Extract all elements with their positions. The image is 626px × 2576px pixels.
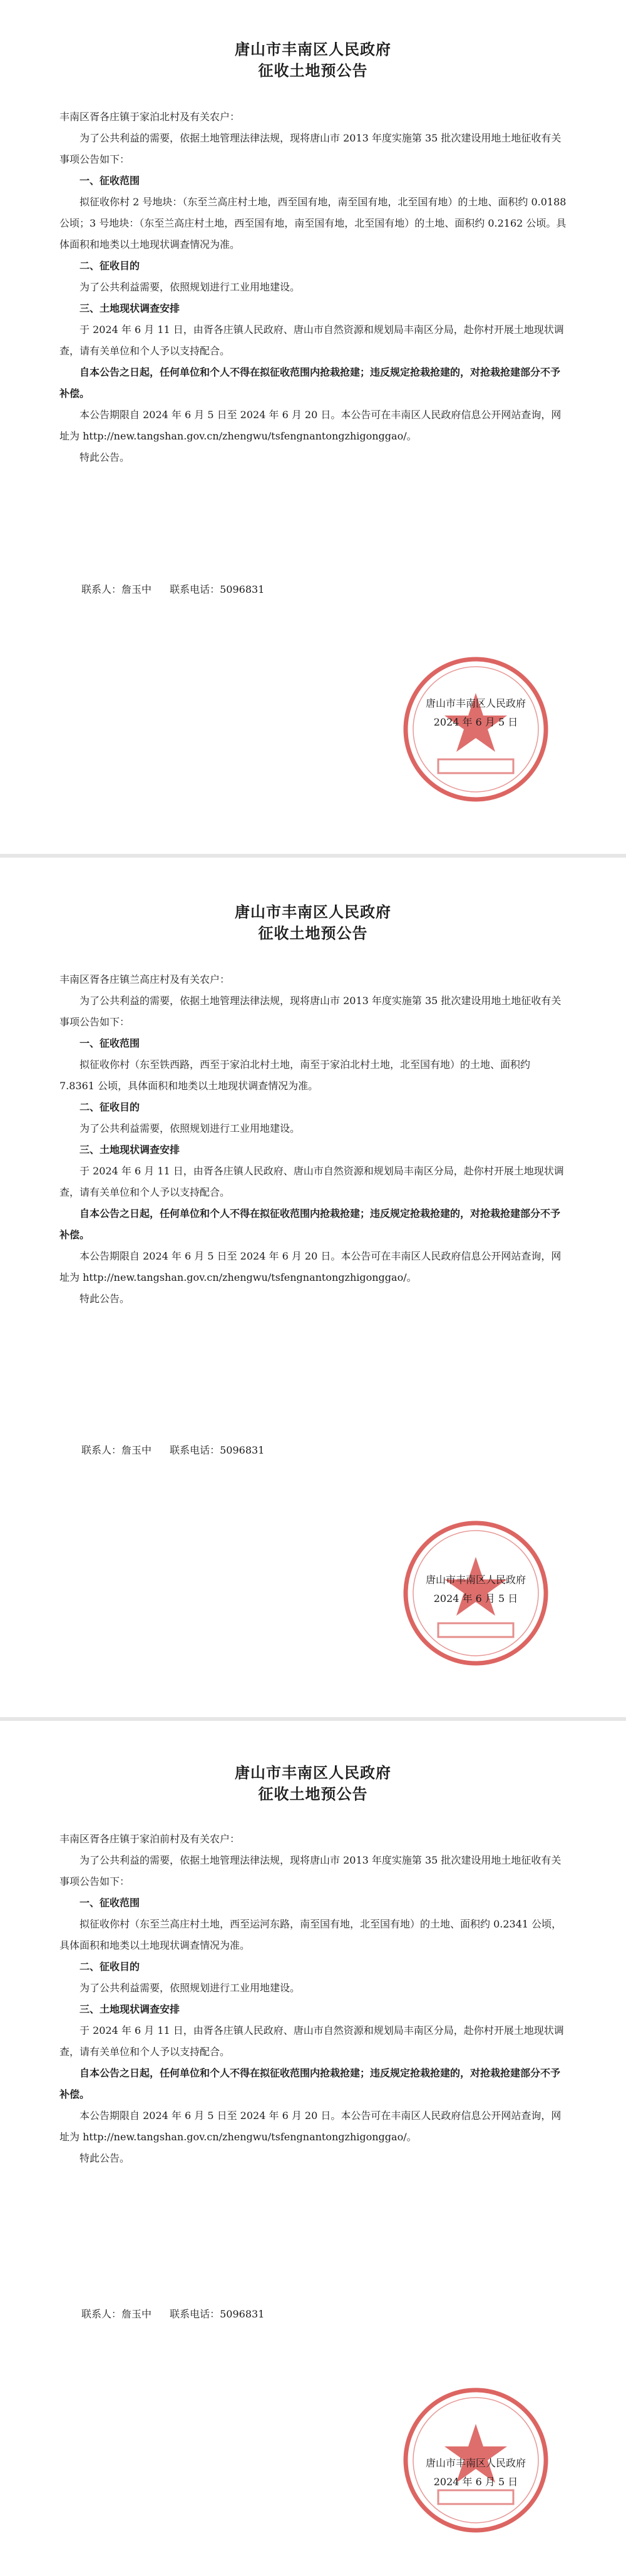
section-heading-purpose: 二、征收目的 xyxy=(80,1101,140,1113)
contact-line xyxy=(81,579,279,600)
scope-paragraph: 拟征收你村 2 号地块：（东至兰高庄村土地，西至国有地，南至国有地，北至国有地）的土地、面积约 0.0188 公顷；3 号地块：（东至兰高庄村土地，西至国有地，南至国有地，北至国有地）的土地、面积约 0.2162 公顷。具体面积和地类以土地现状调查情况为准。 xyxy=(59,196,567,250)
notice-page-3 xyxy=(0,1722,626,2576)
notice-page-1 xyxy=(0,0,626,854)
section-heading-scope: 一、征收范围 xyxy=(80,175,140,187)
signature-area xyxy=(388,2385,576,2548)
period-paragraph: 本公告期限自 2024 年 6 月 5 日至 2024 年 6 月 20 日。本公告可在丰南区人民政府信息公开网站查询，网址为 http://new.tangshan.gov.cn/zhengwu/tsfengnantongzhigonggao/。 xyxy=(59,409,562,442)
notice-title: 唐山市丰南区人民政府 xyxy=(235,40,391,58)
period-paragraph: 本公告期限自 2024 年 6 月 5 日至 2024 年 6 月 20 日。本公告可在丰南区人民政府信息公开网站查询，网址为 http://new.tangshan.gov.cn/zhengwu/tsfengnantongzhigonggao/。 xyxy=(59,1250,562,1283)
survey-paragraph: 于 2024 年 6 月 11 日，由胥各庄镇人民政府、唐山市自然资源和规划局丰南区分局，赴你村开展土地现状调查，请有关单位和个人予以支持配合。 xyxy=(59,2024,564,2058)
contact-phone: 联系电话：5096831 xyxy=(170,583,265,595)
purpose-paragraph: 为了公共利益需要，依照规划进行工业用地建设。 xyxy=(80,281,300,293)
notice-subtitle: 征收土地预公告 xyxy=(258,1785,368,1803)
notice-body xyxy=(59,39,567,468)
period-paragraph: 本公告期限自 2024 年 6 月 5 日至 2024 年 6 月 20 日。本公告可在丰南区人民政府信息公开网站查询，网址为 http://new.tangshan.gov.cn/zhengwu/tsfengnantongzhigonggao/。 xyxy=(59,2110,562,2143)
intro-paragraph: 为了公共利益的需要，依据土地管理法律法规，现将唐山市 2013 年度实施第 35 批次建设用地土地征收有关事项公告如下： xyxy=(59,132,562,165)
intro-paragraph: 为了公共利益的需要，依据土地管理法律法规，现将唐山市 2013 年度实施第 35 批次建设用地土地征收有关事项公告如下： xyxy=(59,995,562,1028)
notice-page-2 xyxy=(0,858,626,1716)
section-heading-survey: 三、土地现状调查安排 xyxy=(80,2003,180,2015)
purpose-paragraph: 为了公共利益需要，依照规划进行工业用地建设。 xyxy=(80,1982,300,1994)
scope-paragraph: 拟征收你村（东至铁西路，西至于家泊北村土地，南至于家泊北村土地，北至国有地）的土地、面积约 7.8361 公顷，具体面积和地类以土地现状调查情况为准。 xyxy=(59,1059,531,1092)
warning-paragraph: 自本公告之日起，任何单位和个人不得在拟征收范围内抢栽抢建；违反规定抢栽抢建的，对抢栽抢建部分不予补偿。 xyxy=(59,2067,561,2100)
notice-title: 唐山市丰南区人民政府 xyxy=(235,903,391,921)
warning-paragraph: 自本公告之日起，任何单位和个人不得在拟征收范围内抢栽抢建；违反规定抢栽抢建的，对抢栽抢建部分不予补偿。 xyxy=(59,1208,561,1241)
intro-paragraph: 为了公共利益的需要，依据土地管理法律法规，现将唐山市 2013 年度实施第 35 批次建设用地土地征收有关事项公告如下： xyxy=(59,1854,562,1887)
notice-title: 唐山市丰南区人民政府 xyxy=(235,1763,391,1782)
signer-name: 唐山市丰南区人民政府 xyxy=(425,2457,526,2469)
signature-area xyxy=(388,1518,576,1681)
closing-text: 特此公告。 xyxy=(80,2152,130,2164)
signer-name: 唐山市丰南区人民政府 xyxy=(425,697,526,709)
purpose-paragraph: 为了公共利益需要，依照规划进行工业用地建设。 xyxy=(80,1122,300,1134)
notice-subtitle: 征收土地预公告 xyxy=(258,924,368,942)
contact-line xyxy=(81,1440,279,1461)
section-heading-purpose: 二、征收目的 xyxy=(80,260,140,272)
contact-person: 联系人：詹玉中 xyxy=(81,1444,152,1456)
closing-text: 特此公告。 xyxy=(80,1293,130,1305)
page-divider xyxy=(0,1717,626,1721)
contact-line xyxy=(81,2304,279,2325)
closing-text: 特此公告。 xyxy=(80,451,130,463)
signature-area xyxy=(388,654,576,817)
addressee: 丰南区胥各庄镇兰高庄村及有关农户： xyxy=(59,973,230,985)
notice-body xyxy=(59,1762,567,2169)
section-heading-purpose: 二、征收目的 xyxy=(80,1961,140,1973)
issue-date: 2024 年 6 月 5 日 xyxy=(433,716,518,728)
contact-person: 联系人：詹玉中 xyxy=(81,2308,152,2320)
survey-paragraph: 于 2024 年 6 月 11 日，由胥各庄镇人民政府、唐山市自然资源和规划局丰南区分局，赴你村开展土地现状调查，请有关单位和个人予以支持配合。 xyxy=(59,1165,564,1198)
contact-phone: 联系电话：5096831 xyxy=(170,1444,265,1456)
warning-paragraph: 自本公告之日起，任何单位和个人不得在拟征收范围内抢栽抢建；违反规定抢栽抢建的，对抢栽抢建部分不予补偿。 xyxy=(59,366,561,399)
section-heading-survey: 三、土地现状调查安排 xyxy=(80,302,180,314)
addressee: 丰南区胥各庄镇于家泊前村及有关农户： xyxy=(59,1833,240,1845)
issue-date: 2024 年 6 月 5 日 xyxy=(433,2476,518,2488)
scope-paragraph: 拟征收你村（东至兰高庄村土地，西至运河东路，南至国有地，北至国有地）的土地、面积约 0.2341 公顷，具体面积和地类以土地现状调查情况为准。 xyxy=(59,1918,562,1951)
survey-paragraph: 于 2024 年 6 月 11 日，由胥各庄镇人民政府、唐山市自然资源和规划局丰南区分局，赴你村开展土地现状调查，请有关单位和个人予以支持配合。 xyxy=(59,324,564,357)
notice-subtitle: 征收土地预公告 xyxy=(258,61,368,80)
issue-date: 2024 年 6 月 5 日 xyxy=(433,1593,518,1604)
section-heading-scope: 一、征收范围 xyxy=(80,1037,140,1049)
section-heading-scope: 一、征收范围 xyxy=(80,1897,140,1909)
addressee: 丰南区胥各庄镇于家泊北村及有关农户： xyxy=(59,111,240,123)
signer-name: 唐山市丰南区人民政府 xyxy=(425,1574,526,1586)
contact-phone: 联系电话：5096831 xyxy=(170,2308,265,2320)
notice-body xyxy=(59,901,567,1310)
contact-person: 联系人：詹玉中 xyxy=(81,583,152,595)
section-heading-survey: 三、土地现状调查安排 xyxy=(80,1144,180,1156)
